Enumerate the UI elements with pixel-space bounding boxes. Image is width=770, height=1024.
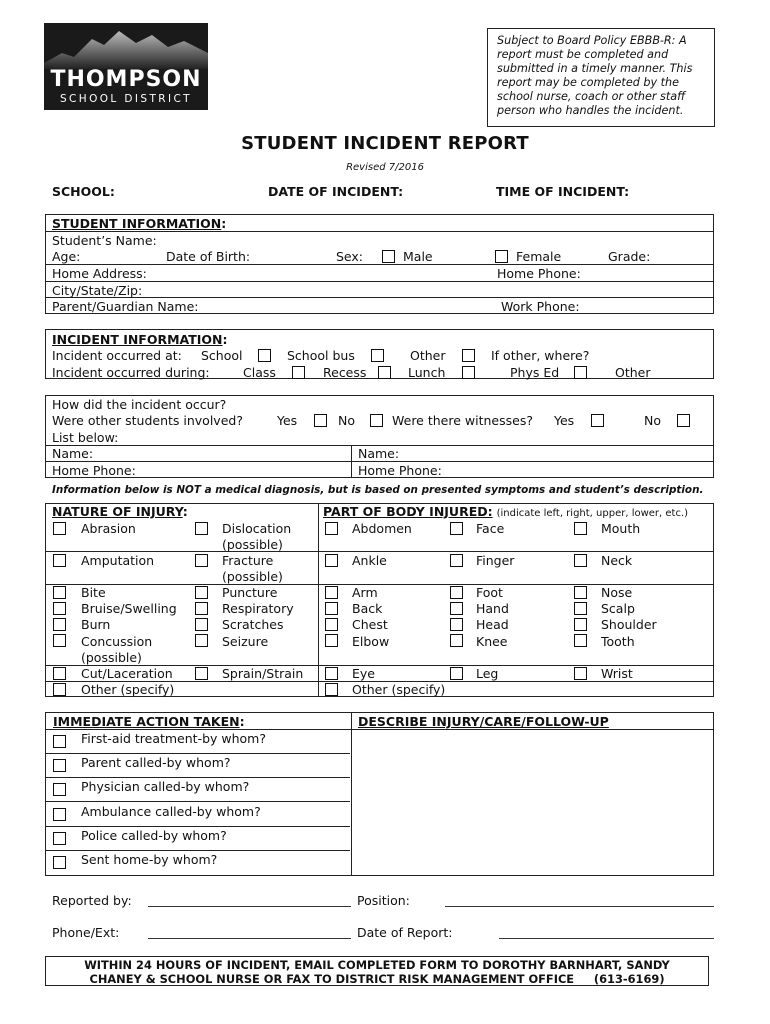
dislocation-possible-label: (possible) [222, 537, 283, 552]
phone-ext-line[interactable] [148, 938, 351, 939]
logo-title: THOMPSON [50, 67, 202, 92]
tooth-checkbox[interactable] [574, 634, 587, 647]
other-students-label: Were other students involved? [52, 413, 243, 428]
logo-subtitle: SCHOOL DISTRICT [59, 93, 192, 105]
body-other-checkbox[interactable] [325, 683, 338, 696]
abrasion-checkbox[interactable] [53, 522, 66, 535]
body-other-label: Other (specify) [352, 682, 446, 697]
eye-checkbox[interactable] [325, 667, 338, 680]
back-checkbox[interactable] [325, 602, 338, 615]
others-no-checkbox[interactable] [370, 414, 383, 427]
abrasion-label: Abrasion [81, 521, 136, 536]
witnesses-no-label: No [644, 413, 661, 428]
position-line[interactable] [445, 906, 714, 907]
tooth-label: Tooth [601, 634, 635, 649]
body-part-hint: (indicate left, right, upper, lower, etc.) [496, 508, 689, 519]
list-below-label: List below: [52, 430, 119, 445]
head-checkbox[interactable] [450, 618, 463, 631]
physician-called-label: Physician called-by whom? [81, 779, 250, 794]
instructions-line-1: WITHIN 24 HOURS OF INCIDENT, EMAIL COMPLETED FORM TO DOROTHY BARNHART, SANDY [84, 958, 670, 972]
parent-guardian-label: Parent/Guardian Name: [52, 299, 199, 314]
during-recess-checkbox[interactable] [378, 366, 391, 379]
respiratory-checkbox[interactable] [195, 602, 208, 615]
chest-label: Chest [352, 617, 388, 632]
seizure-checkbox[interactable] [195, 634, 208, 647]
time-of-incident-label: TIME OF INCIDENT: [496, 184, 630, 199]
student-information-section: STUDENT INFORMATION: Student’s Name: Age: Date of Birth: Sex: Male Female Grade: Home Address: Home Phone: City/State/Zip: Parent/Guardian Name: Work Phone: [45, 214, 714, 314]
parent-called-label: Parent called-by whom? [81, 755, 231, 770]
scratches-label: Scratches [222, 617, 284, 632]
during-recess-label: Recess [323, 365, 367, 380]
location-other-checkbox[interactable] [462, 349, 475, 362]
witnesses-yes-checkbox[interactable] [591, 414, 604, 427]
during-class-checkbox[interactable] [292, 366, 305, 379]
police-called-label: Police called-by whom? [81, 828, 227, 843]
page-title: STUDENT INCIDENT REPORT [241, 133, 529, 154]
home-address-label: Home Address: [52, 266, 147, 281]
dislocation-checkbox[interactable] [195, 522, 208, 535]
face-label: Face [476, 521, 505, 536]
district-logo [44, 23, 208, 110]
during-phys-ed-label: Phys Ed [510, 365, 560, 380]
witness-name-1-label: Name: [52, 446, 94, 461]
during-phys-ed-checkbox[interactable] [574, 366, 587, 379]
fracture-checkbox[interactable] [195, 554, 208, 567]
others-no-label: No [338, 413, 355, 428]
male-label: Male [403, 249, 433, 264]
date-of-incident-label: DATE OF INCIDENT: [268, 184, 404, 199]
incident-information-heading: INCIDENT INFORMATION [52, 332, 223, 347]
scalp-checkbox[interactable] [574, 602, 587, 615]
neck-checkbox[interactable] [574, 554, 587, 567]
fracture-label: Fracture [222, 553, 274, 568]
arm-label: Arm [352, 585, 378, 600]
nose-checkbox[interactable] [574, 586, 587, 599]
incident-details-section [45, 395, 714, 478]
eye-label: Eye [352, 666, 375, 681]
first-aid-label: First-aid treatment-by whom? [81, 731, 266, 746]
elbow-checkbox[interactable] [325, 634, 338, 647]
sprain-checkbox[interactable] [195, 667, 208, 680]
student-information-heading: STUDENT INFORMATION [52, 216, 222, 231]
if-other-label: If other, where? [491, 348, 590, 363]
ankle-checkbox[interactable] [325, 554, 338, 567]
wrist-checkbox[interactable] [574, 667, 587, 680]
witness-phone-1-label: Home Phone: [52, 463, 136, 478]
location-bus-label: School bus [287, 348, 355, 363]
action-section: IMMEDIATE ACTION TAKEN: DESCRIBE INJURY/CARE/FOLLOW-UP First-aid treatment-by whom? Parent called-by whom? Physician called-by whom? Ambulance called-by whom? Police called-by whom? Sent home-by whom? [45, 712, 714, 876]
date-of-birth-label: Date of Birth: [166, 249, 251, 264]
male-checkbox[interactable] [382, 250, 395, 263]
nature-of-injury-heading: NATURE OF INJURY [52, 504, 183, 519]
dislocation-label: Dislocation [222, 521, 292, 536]
nature-other-checkbox[interactable] [53, 683, 66, 696]
shoulder-checkbox[interactable] [574, 618, 587, 631]
phone-ext-label: Phone/Ext: [52, 925, 120, 940]
others-yes-label: Yes [277, 413, 298, 428]
leg-label: Leg [476, 666, 499, 681]
during-other-label: Other [615, 365, 651, 380]
elbow-label: Elbow [352, 634, 390, 649]
submission-instructions [45, 956, 709, 986]
injury-section: NATURE OF INJURY: PART OF BODY INJURED: (indicate left, right, upper, lower, etc.) Abrasion Amputation Bite Bruise/Swelling Burn Concussion (possible) Cut/Laceration Other (specify) Dislocation (possible) Fracture (possible) Puncture Respiratory Scratches Seizure Sprain/Strain Abdomen Ankle Arm Back Chest Elbow Eye Other (specify) Face Finger Foot Hand Head Knee Leg Mouth Neck Nose Scalp Shoulder Tooth Wrist [45, 503, 714, 697]
physician-called-checkbox[interactable] [53, 783, 66, 796]
mouth-label: Mouth [601, 521, 641, 536]
hand-label: Hand [476, 601, 509, 616]
concussion-possible-label: (possible) [81, 650, 142, 665]
cut-label: Cut/Laceration [81, 666, 173, 681]
location-school-checkbox[interactable] [258, 349, 271, 362]
witnesses-label: Were there witnesses? [392, 413, 533, 428]
ankle-label: Ankle [352, 553, 387, 568]
location-other-label: Other [410, 348, 446, 363]
describe-injury-heading: DESCRIBE INJURY/CARE/FOLLOW-UP [358, 714, 609, 729]
burn-label: Burn [81, 617, 111, 632]
female-label: Female [516, 249, 562, 264]
home-phone-label: Home Phone: [497, 266, 581, 281]
head-label: Head [476, 617, 509, 632]
date-of-report-line[interactable] [499, 938, 714, 939]
bruise-label: Bruise/Swelling [81, 601, 177, 616]
puncture-label: Puncture [222, 585, 278, 600]
during-lunch-checkbox[interactable] [462, 366, 475, 379]
location-bus-checkbox[interactable] [371, 349, 384, 362]
wrist-label: Wrist [601, 666, 633, 681]
first-aid-checkbox[interactable] [53, 735, 66, 748]
diagnosis-disclaimer: Information below is NOT a medical diagnosis, but is based on presented symptoms and student’s description. [52, 484, 704, 496]
student-name-label: Student’s Name: [52, 233, 157, 248]
neck-label: Neck [601, 553, 633, 568]
cut-checkbox[interactable] [53, 667, 66, 680]
foot-label: Foot [476, 585, 503, 600]
shoulder-label: Shoulder [601, 617, 657, 632]
position-label: Position: [357, 893, 410, 908]
ambulance-called-label: Ambulance called-by whom? [81, 804, 261, 819]
sex-label: Sex: [336, 249, 364, 264]
incident-occurred-during-label: Incident occurred during: [52, 365, 210, 380]
abdomen-checkbox[interactable] [325, 522, 338, 535]
revised-date: Revised 7/2016 [346, 162, 424, 173]
date-of-report-label: Date of Report: [357, 925, 453, 940]
sent-home-checkbox[interactable] [53, 856, 66, 869]
sent-home-label: Sent home-by whom? [81, 852, 218, 867]
police-called-checkbox[interactable] [53, 832, 66, 845]
amputation-label: Amputation [81, 553, 155, 568]
puncture-checkbox[interactable] [195, 586, 208, 599]
knee-checkbox[interactable] [450, 634, 463, 647]
chest-checkbox[interactable] [325, 618, 338, 631]
burn-checkbox[interactable] [53, 618, 66, 631]
finger-label: Finger [476, 553, 515, 568]
arm-checkbox[interactable] [325, 586, 338, 599]
incident-occurred-at-label: Incident occurred at: [52, 348, 182, 363]
nature-other-label: Other (specify) [81, 682, 175, 697]
concussion-checkbox[interactable] [53, 634, 66, 647]
city-state-zip-label: City/State/Zip: [52, 283, 143, 298]
female-checkbox[interactable] [495, 250, 508, 263]
fracture-possible-label: (possible) [222, 569, 283, 584]
others-yes-checkbox[interactable] [314, 414, 327, 427]
witness-phone-2-label: Home Phone: [358, 463, 442, 478]
instructions-line-2: CHANEY & SCHOOL NURSE OR FAX TO DISTRICT RISK MANAGEMENT OFFICE (613-6169) [89, 972, 665, 986]
amputation-checkbox[interactable] [53, 554, 66, 567]
concussion-label: Concussion [81, 634, 153, 649]
nose-label: Nose [601, 585, 633, 600]
policy-note: Subject to Board Policy EBBB-R: A report must be completed and submitted in a timely manner. This report may be completed by the school nurse, coach or other staff person who handles the incident. [487, 28, 715, 127]
witness-name-2-label: Name: [358, 446, 400, 461]
seizure-label: Seizure [222, 634, 269, 649]
reported-by-label: Reported by: [52, 893, 132, 908]
bruise-checkbox[interactable] [53, 602, 66, 615]
location-school-label: School [201, 348, 243, 363]
part-of-body-heading: PART OF BODY INJURED: [323, 504, 493, 519]
incident-information-section: INCIDENT INFORMATION: Incident occurred at: School School bus Other If other, where? Incident occurred during: Class Recess Lunch Phys Ed Other [45, 329, 714, 379]
scratches-checkbox[interactable] [195, 618, 208, 631]
back-label: Back [352, 601, 383, 616]
parent-called-checkbox[interactable] [53, 759, 66, 772]
bite-checkbox[interactable] [53, 586, 66, 599]
witnesses-no-checkbox[interactable] [677, 414, 690, 427]
foot-checkbox[interactable] [450, 586, 463, 599]
face-checkbox[interactable] [450, 522, 463, 535]
how-occurred-label: How did the incident occur? [52, 397, 227, 412]
sprain-label: Sprain/Strain [222, 666, 304, 681]
reported-by-line[interactable] [148, 906, 351, 907]
bite-label: Bite [81, 585, 106, 600]
during-class-label: Class [243, 365, 276, 380]
finger-checkbox[interactable] [450, 554, 463, 567]
abdomen-label: Abdomen [352, 521, 412, 536]
work-phone-label: Work Phone: [501, 299, 580, 314]
grade-label: Grade: [608, 249, 651, 264]
immediate-action-heading: IMMEDIATE ACTION TAKEN [53, 714, 240, 729]
scalp-label: Scalp [601, 601, 635, 616]
leg-checkbox[interactable] [450, 667, 463, 680]
mouth-checkbox[interactable] [574, 522, 587, 535]
knee-label: Knee [476, 634, 508, 649]
respiratory-label: Respiratory [222, 601, 294, 616]
age-label: Age: [52, 249, 81, 264]
witnesses-yes-label: Yes [554, 413, 575, 428]
hand-checkbox[interactable] [450, 602, 463, 615]
ambulance-called-checkbox[interactable] [53, 808, 66, 821]
school-label: SCHOOL: [52, 184, 115, 199]
during-lunch-label: Lunch [408, 365, 446, 380]
